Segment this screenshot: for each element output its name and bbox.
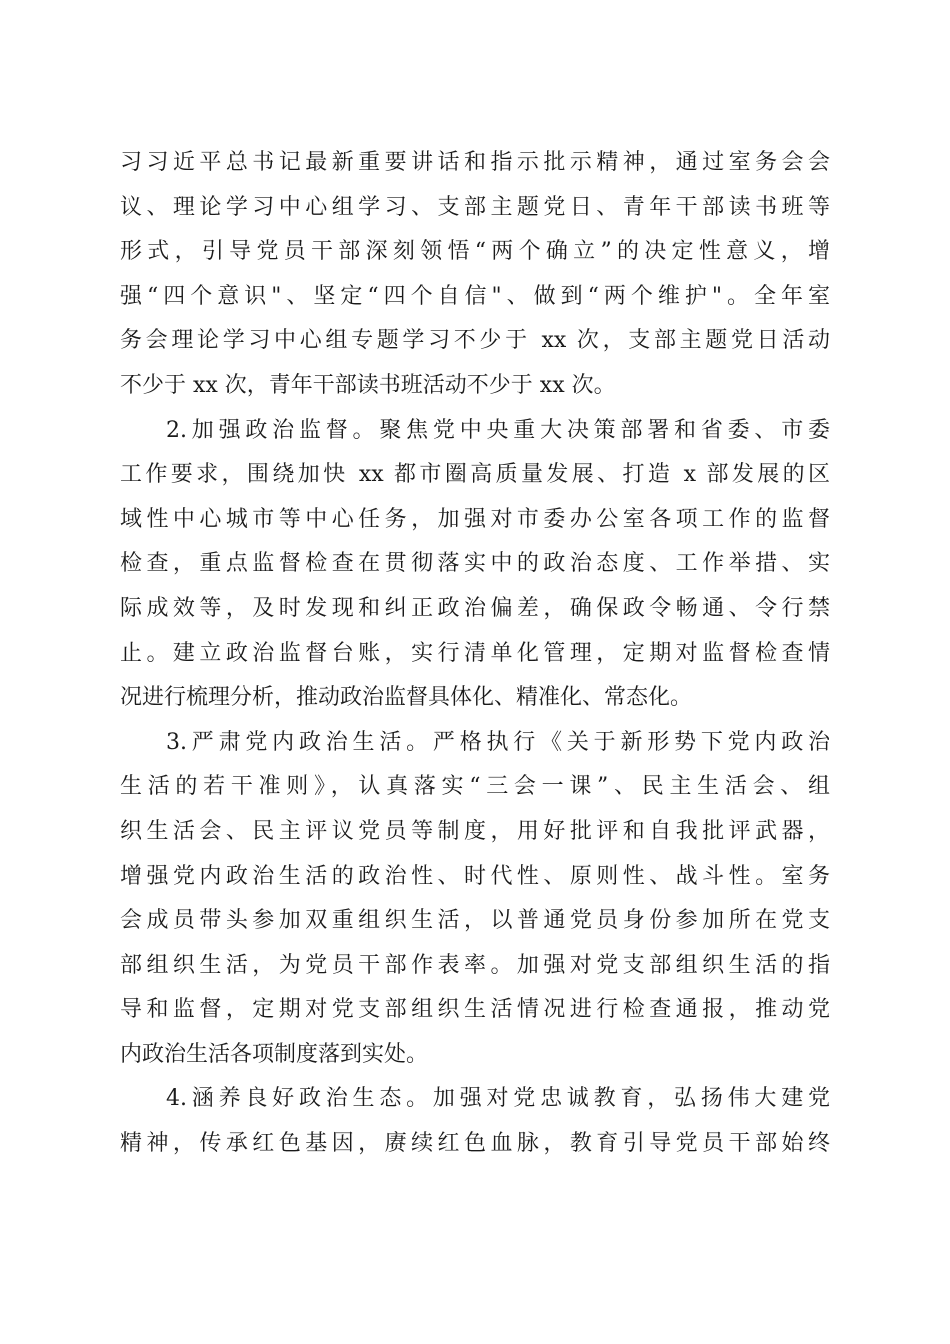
text-line: 域性中心城市等中心任务，加强对市委办公室各项工作的监督: [120, 506, 830, 532]
text-line: 际成效等，及时发现和纠正政治偏差，确保政令畅通、令行禁: [120, 595, 830, 621]
paragraph-political-ecology: [120, 1077, 830, 1166]
text-line: 生活的若干准则》，认真落实“三会一课”、民主生活会、组: [120, 774, 830, 800]
text-line: 不少于 xx 次，青年干部读书班活动不少于 xx 次。: [120, 372, 616, 398]
text-line: 织生活会、民主评议党员等制度，用好批评和自我批评武器，: [120, 818, 830, 844]
document-body: [120, 141, 830, 1167]
text-line: 强“四个意识"、坚定“四个自信"、做到“两个维护"。全年室: [120, 283, 830, 309]
paragraph-party-political-life: [120, 721, 830, 1078]
paragraph-political-study: [120, 141, 830, 409]
text-line: 检查，重点监督检查在贯彻落实中的政治态度、工作举措、实: [120, 551, 830, 577]
text-line: 精神，传承红色基因，赓续红色血脉，教育引导党员干部始终: [120, 1131, 830, 1157]
text-line: 2.加强政治监督。聚焦党中央重大决策部署和省委、市委: [166, 417, 830, 443]
text-line: 内政治生活各项制度落到实处。: [120, 1041, 429, 1067]
text-line: 4.涵养良好政治生态。加强对党忠诚教育，弘扬伟大建党: [166, 1086, 830, 1112]
text-line: 工作要求，围绕加快 xx 都市圈高质量发展、打造 x 部发展的区: [120, 462, 830, 488]
text-line: 增强党内政治生活的政治性、时代性、原则性、战斗性。室务: [120, 863, 830, 889]
text-line: 形式，引导党员干部深刻领悟“两个确立”的决定性意义，增: [120, 239, 830, 265]
text-line: 部组织生活，为党员干部作表率。加强对党支部组织生活的指: [120, 952, 830, 978]
text-line: 会成员带头参加双重组织生活，以普通党员身份参加所在党支: [120, 908, 830, 934]
text-line: 议、理论学习中心组学习、支部主题党日、青年干部读书班等: [120, 194, 830, 220]
text-line: 止。建立政治监督台账，实行清单化管理，定期对监督检查情: [120, 640, 830, 666]
paragraph-political-supervision: [120, 409, 830, 721]
text-line: 导和监督，定期对党支部组织生活情况进行检查通报，推动党: [120, 997, 830, 1023]
text-line: 习习近平总书记最新重要讲话和指示批示精神，通过室务会会: [120, 150, 830, 175]
text-line: 3.严肃党内政治生活。严格执行《关于新形势下党内政治: [166, 729, 830, 755]
text-line: 务会理论学习中心组专题学习不少于 xx 次，支部主题党日活动: [120, 328, 830, 354]
text-line: 况进行梳理分析，推动政治监督具体化、精准化、常态化。: [120, 685, 693, 711]
